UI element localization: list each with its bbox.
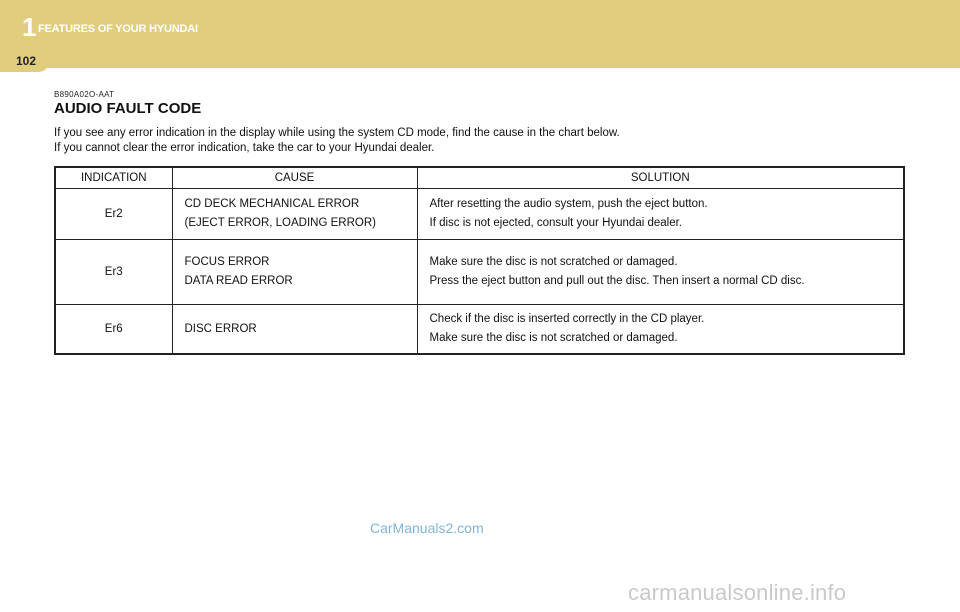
cause-cell <box>172 189 417 240</box>
solution-cell <box>417 305 904 355</box>
table-row <box>55 240 904 305</box>
solution-cell <box>417 240 904 305</box>
table-row <box>55 305 904 355</box>
cause-line: (EJECT ERROR, LOADING ERROR) <box>184 217 376 229</box>
intro-line: If you cannot clear the error indication, take the car to your Hyundai dealer. <box>54 142 435 154</box>
cause-line: DATA READ ERROR <box>184 275 293 287</box>
indication-cell: Er2 <box>55 189 172 240</box>
cause-line: DISC ERROR <box>184 322 257 335</box>
table-row <box>55 189 904 240</box>
page-number: 102 <box>16 54 37 68</box>
column-header-cause: CAUSE <box>172 167 417 189</box>
section-code: B890A02O-AAT <box>54 90 115 99</box>
intro-text <box>54 126 620 156</box>
cause-cell <box>172 240 417 305</box>
column-header-solution: SOLUTION <box>417 167 904 189</box>
solution-line: Make sure the disc is not scratched or damaged. <box>429 332 678 344</box>
indication-cell: Er6 <box>55 305 172 355</box>
indication-cell: Er3 <box>55 240 172 305</box>
watermark-link[interactable]: CarManuals2.com <box>370 520 484 536</box>
solution-line: If disc is not ejected, consult your Hyundai dealer. <box>429 217 683 229</box>
cause-line: FOCUS ERROR <box>184 256 270 268</box>
watermark-text: carmanualsonline.info <box>628 580 847 605</box>
solution-line: After resetting the audio system, push the eject button. <box>429 198 708 210</box>
solution-line: Check if the disc is inserted correctly in the CD player. <box>429 313 705 325</box>
solution-line: Make sure the disc is not scratched or damaged. <box>429 256 678 268</box>
section-title: AUDIO FAULT CODE <box>54 100 202 117</box>
column-header-indication: INDICATION <box>55 167 172 189</box>
cause-line: CD DECK MECHANICAL ERROR <box>184 198 360 210</box>
fault-code-table <box>54 166 905 355</box>
cause-cell <box>172 305 417 355</box>
table-header-row <box>55 167 904 189</box>
intro-line: If you see any error indication in the display while using the system CD mode, find the cause in the chart below. <box>54 127 620 139</box>
chapter-title: FEATURES OF YOUR HYUNDAI <box>38 23 198 35</box>
solution-cell <box>417 189 904 240</box>
chapter-number: 1 <box>22 12 37 42</box>
solution-line: Press the eject button and pull out the disc. Then insert a normal CD disc. <box>429 275 805 287</box>
